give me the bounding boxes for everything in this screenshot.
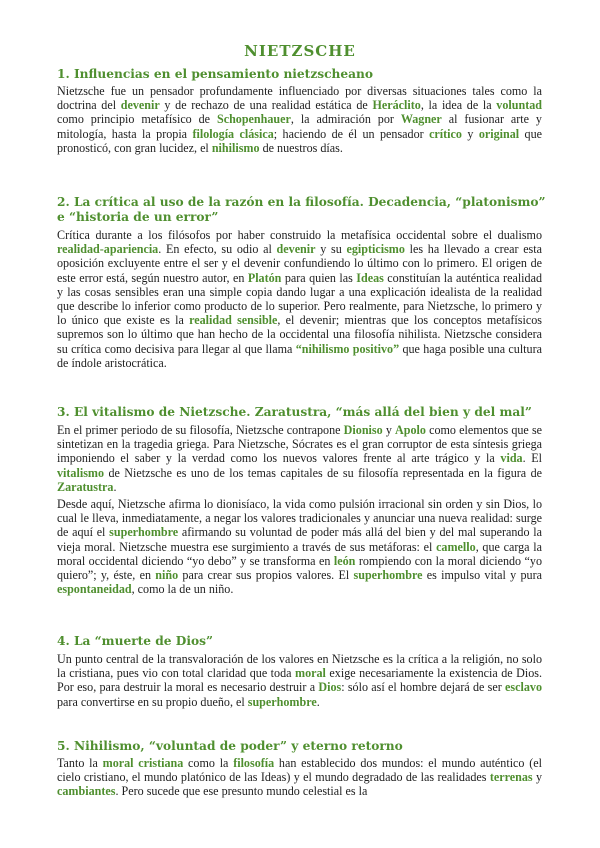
- text-run: .: [316, 694, 320, 709]
- text-run: . En efecto, su odio al: [158, 242, 277, 257]
- keyword-highlight: devenir: [120, 98, 160, 113]
- text-run: para quien las: [281, 270, 357, 285]
- text-run: Un punto central de la transvaloración de los valores en Nietzsche es la crítica a la religión, no solo la cristiana, pues vio con total claridad que toda: [57, 652, 542, 681]
- keyword-highlight: camello: [436, 539, 476, 554]
- text-run: En el primer periodo de su filosofía, Nietzsche contrapone: [57, 423, 344, 437]
- text-run: exige necesariamente la existencia de Dios. Por eso, para destruir la moral es necesario destruir a: [57, 666, 542, 695]
- text-run: que haga posible una cultura de índole aristocrática.: [57, 341, 542, 370]
- text-run: que pronosticó, con gran lucidez, el: [57, 126, 542, 155]
- text-run: y: [532, 770, 542, 785]
- keyword-highlight: moral: [295, 666, 326, 681]
- keyword-highlight: “nihilismo positivo”: [295, 341, 400, 356]
- text-run: al fusionar arte y mitología, hasta la propia: [57, 112, 542, 141]
- keyword-highlight: realidad sensible: [189, 313, 278, 328]
- keyword-highlight: filología clásica: [192, 126, 274, 141]
- text-run: de nuestros días.: [259, 140, 343, 155]
- keyword-highlight: nihilismo: [211, 140, 260, 155]
- text-run: .: [113, 479, 117, 494]
- text-run: como elementos que se sintetizan en la tragedia griega. Para Nietzsche, Sócrates es el gran corruptor de esta síntesis griega imponiendo el saber y la verdad como los nuevos valores frente al arte trágico y la: [57, 423, 543, 466]
- keyword-highlight: original: [478, 126, 520, 141]
- text-run: como principio metafísico de: [57, 112, 217, 127]
- section-2-paragraph-1: [57, 228, 542, 370]
- keyword-highlight: voluntad: [496, 98, 543, 113]
- section-5-heading: 5. Nihilismo, “voluntad de poder” y eterno retorno: [57, 739, 403, 753]
- keyword-highlight: crítico: [429, 126, 462, 141]
- text-run: y: [461, 126, 479, 141]
- keyword-highlight: terrenas: [489, 770, 533, 785]
- keyword-highlight: niño: [155, 568, 179, 583]
- keyword-highlight: superhombre: [353, 568, 423, 583]
- keyword-highlight: cambiantes: [57, 784, 116, 799]
- text-run: afirmando su voluntad de poder más allá del bien y del mal superando la vieja moral. Nietzsche muestra ese surgimiento a través de sus metáforas: el: [57, 525, 542, 554]
- keyword-highlight: Platón: [247, 270, 282, 285]
- text-run: como la: [183, 756, 234, 770]
- keyword-highlight: Zaratustra: [57, 479, 114, 494]
- keyword-highlight: Wagner: [400, 112, 442, 127]
- text-run: : sólo así el hombre dejará de ser: [341, 680, 506, 695]
- text-run: han establecido dos mundos: el mundo auténtico (el cielo cristiano, el mundo platónico de las Ideas) y el mundo degradado de las realidades: [57, 756, 542, 785]
- text-run: ; haciendo de él un pensador: [273, 126, 430, 141]
- text-run: y su: [315, 242, 347, 257]
- text-run: , la admiración por: [290, 112, 401, 127]
- keyword-highlight: espontaneidad: [57, 582, 132, 597]
- keyword-highlight: superhombre: [109, 525, 179, 540]
- keyword-highlight: vida: [500, 451, 523, 466]
- section-1-heading: 1. Influencias en el pensamiento nietzscheano: [57, 67, 374, 81]
- text-run: , como la de un niño.: [131, 582, 234, 597]
- text-run: de Nietzsche es uno de los temas capitales de su filosofía representada en la figura de: [104, 465, 542, 480]
- text-run: para convertirse en su propio dueño, el: [57, 694, 248, 709]
- page-title: NIETZSCHE: [244, 42, 356, 60]
- text-run: constituían la auténtica realidad y las cosas sensibles eran una simple copia dando lugar a una explicación idealista de la realidad que describe lo inferior como producto de lo superior. Pero realmente, para Nietzsche, lo primero y lo único que existe es la: [57, 270, 542, 328]
- keyword-highlight: filosofía: [233, 756, 275, 770]
- keyword-highlight: realidad-apariencia: [57, 242, 159, 257]
- text-run: rompiendo con la moral diciendo “yo quiero”; y, éste, en: [57, 553, 542, 583]
- keyword-highlight: Schopenhauer: [216, 112, 291, 127]
- keyword-highlight: Dioniso: [343, 423, 383, 437]
- text-run: para crear sus propios valores. El: [178, 568, 354, 583]
- text-run: les ha llevado a crear esta oposición excluyente entre el ser y el devenir confundiendo lo último con lo primero. El origen de este error está, según nuestro autor, en: [57, 242, 542, 285]
- keyword-highlight: moral cristiana: [102, 756, 184, 770]
- keyword-highlight: superhombre: [247, 694, 317, 709]
- text-run: , que carga la moral occidental diciendo “yo debo” y se transforma en: [57, 539, 542, 568]
- keyword-highlight: Ideas: [356, 270, 384, 285]
- keyword-highlight: Dios: [318, 680, 342, 695]
- keyword-highlight: devenir: [276, 242, 316, 257]
- text-run: Crítica durante a los filósofos por haber construido la metafísica occidental sobre el dualismo: [57, 228, 542, 242]
- section-4-paragraph-1: [57, 652, 542, 709]
- keyword-highlight: egipticismo: [346, 242, 405, 257]
- text-run: . Pero sucede que ese presunto mundo celestial es la: [115, 784, 368, 799]
- text-run: , el devenir; mientras que los conceptos metafísicos supremos son lo último que han hecho de la occidental una filosofía nihilista. Nietzsche considera su crítica como decisiva para llegar al que llama: [57, 313, 542, 356]
- section-1-paragraph-1: [57, 84, 542, 155]
- text-run: Tanto la: [57, 756, 103, 770]
- keyword-highlight: vitalismo: [57, 465, 105, 480]
- text-run: y: [382, 423, 396, 437]
- section-3-paragraph-2: [57, 497, 542, 596]
- keyword-highlight: esclavo: [505, 680, 542, 695]
- text-run: es impulso vital y pura: [422, 568, 542, 583]
- section-3-heading: 3. El vitalismo de Nietzsche. Zaratustra, “más allá del bien y del mal”: [57, 405, 532, 419]
- text-run: . El: [522, 451, 542, 466]
- text-run: Nietzsche fue un pensador profundamente influenciado por diversas situaciones tales como la doctrina del: [57, 84, 542, 113]
- text-run: Desde aquí, Nietzsche afirma lo dionisíaco, la vida como pulsión irracional sin orden y sin Dios, lo cual le lleva, inmediatamente, a negar los valores tradicionales y anunciar una nueva realidad: surge de aquí el: [57, 497, 542, 540]
- text-run: , la idea de la: [420, 98, 497, 113]
- keyword-highlight: Heráclito: [372, 98, 421, 113]
- keyword-highlight: Apolo: [395, 423, 426, 437]
- section-5-paragraph-1: [57, 756, 542, 799]
- section-2-heading: 2. La crítica al uso de la razón en la filosofía. Decadencia, “platonismo” e “historia de un error”: [57, 195, 546, 224]
- section-3-paragraph-1: [57, 423, 542, 494]
- keyword-highlight: león: [333, 553, 356, 568]
- text-run: y de rechazo de una realidad estática de: [159, 98, 373, 113]
- section-4-heading: 4. La “muerte de Dios”: [57, 634, 213, 648]
